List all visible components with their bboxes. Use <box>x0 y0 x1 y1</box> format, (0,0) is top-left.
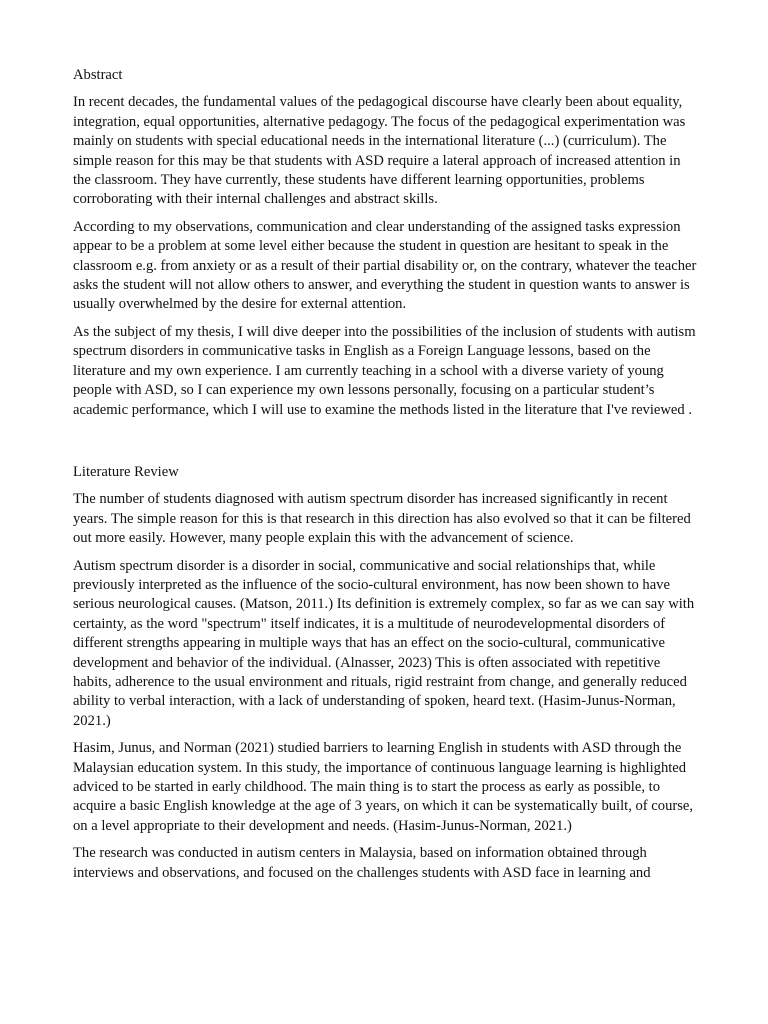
literature-paragraph-2: Autism spectrum disorder is a disorder in social, communicative and social relationships that, while previously interpreted as the influence of the socio-cultural environment, has now been shown to have serious neurological causes. (Matson, 2011.) Its definition is extremely complex, so far as we can say with certainty, as the word "spectrum" itself indicates, it is a multitude of neurodevelopmental disorders of different strengths appearing in multiple ways that has an effect on the socio-cultural, communicative development and behavior of the individual. (Alnasser, 2023) This is often associated with repetitive habits, adherence to the usual environment and rituals, rigid restraint from change, and generally reduced ability to verbal interaction, with a lack of understanding of spoken, heard text. (Hasim-Junus-Norman, 2021.) <box>73 557 695 729</box>
document-page <box>73 66 699 891</box>
section-spacer <box>73 428 699 463</box>
abstract-paragraph-2: According to my observations, communication and clear understanding of the assigned tasks expression appear to be a problem at some level either because the student in question are hesitant to speak in the classroom e.g. from anxiety or as a result of their partial disability or, on the contrary, whatever the teacher asks the student will not allow others to answer, and everything the student in question wants to answer is usually overwhelmed by the desire for external attention. <box>73 218 697 313</box>
literature-paragraph-1: The number of students diagnosed with autism spectrum disorder has increased significantly in recent years. The simple reason for this is that research in this direction has also evolved so that it can be filtered out more easily. However, many people explain this with the advancement of science. <box>73 491 691 547</box>
literature-review-heading: Literature Review <box>73 463 179 480</box>
literature-paragraph-3: Hasim, Junus, and Norman (2021) studied barriers to learning English in students with ASD through the Malaysian education system. In this study, the importance of continuous language learning is highlighted adviced to be started in early childhood. The main thing is to start the process as early as possible, to acquire a basic English knowledge at the age of 3 years, on which it can be systematically built, of course, on a level appropriate to their development and needs. (Hasim-Junus-Norman, 2021.) <box>73 740 694 834</box>
abstract-heading: Abstract <box>73 67 123 83</box>
abstract-paragraph-3: As the subject of my thesis, I will dive deeper into the possibilities of the inclusion of students with autism spectrum disorders in communicative tasks in English as a Foreign Language lessons, based on the literature and my own experience. I am currently teaching in a school with a diverse variety of young people with ASD, so I can experience my own lessons personally, focusing on a particular student’s academic performance, which I will use to examine the methods listed in the literature that I've reviewed . <box>73 323 696 418</box>
literature-paragraph-4: The research was conducted in autism centers in Malaysia, based on information obtained through interviews and observations, and focused on the challenges students with ASD face in learning and <box>73 845 651 881</box>
abstract-paragraph-1: In recent decades, the fundamental values of the pedagogical discourse have clearly been about equality, integration, equal opportunities, alternative pedagogy. The focus of the pedagogical experimentation was mainly on students with special educational needs in the international literature (...) (curriculum). The simple reason for this may be that students with ASD require a lateral approach of increased attention in the classroom. They have currently, these students have different learning opportunities, problems corroborating with their internal challenges and abstract skills. <box>73 94 686 208</box>
